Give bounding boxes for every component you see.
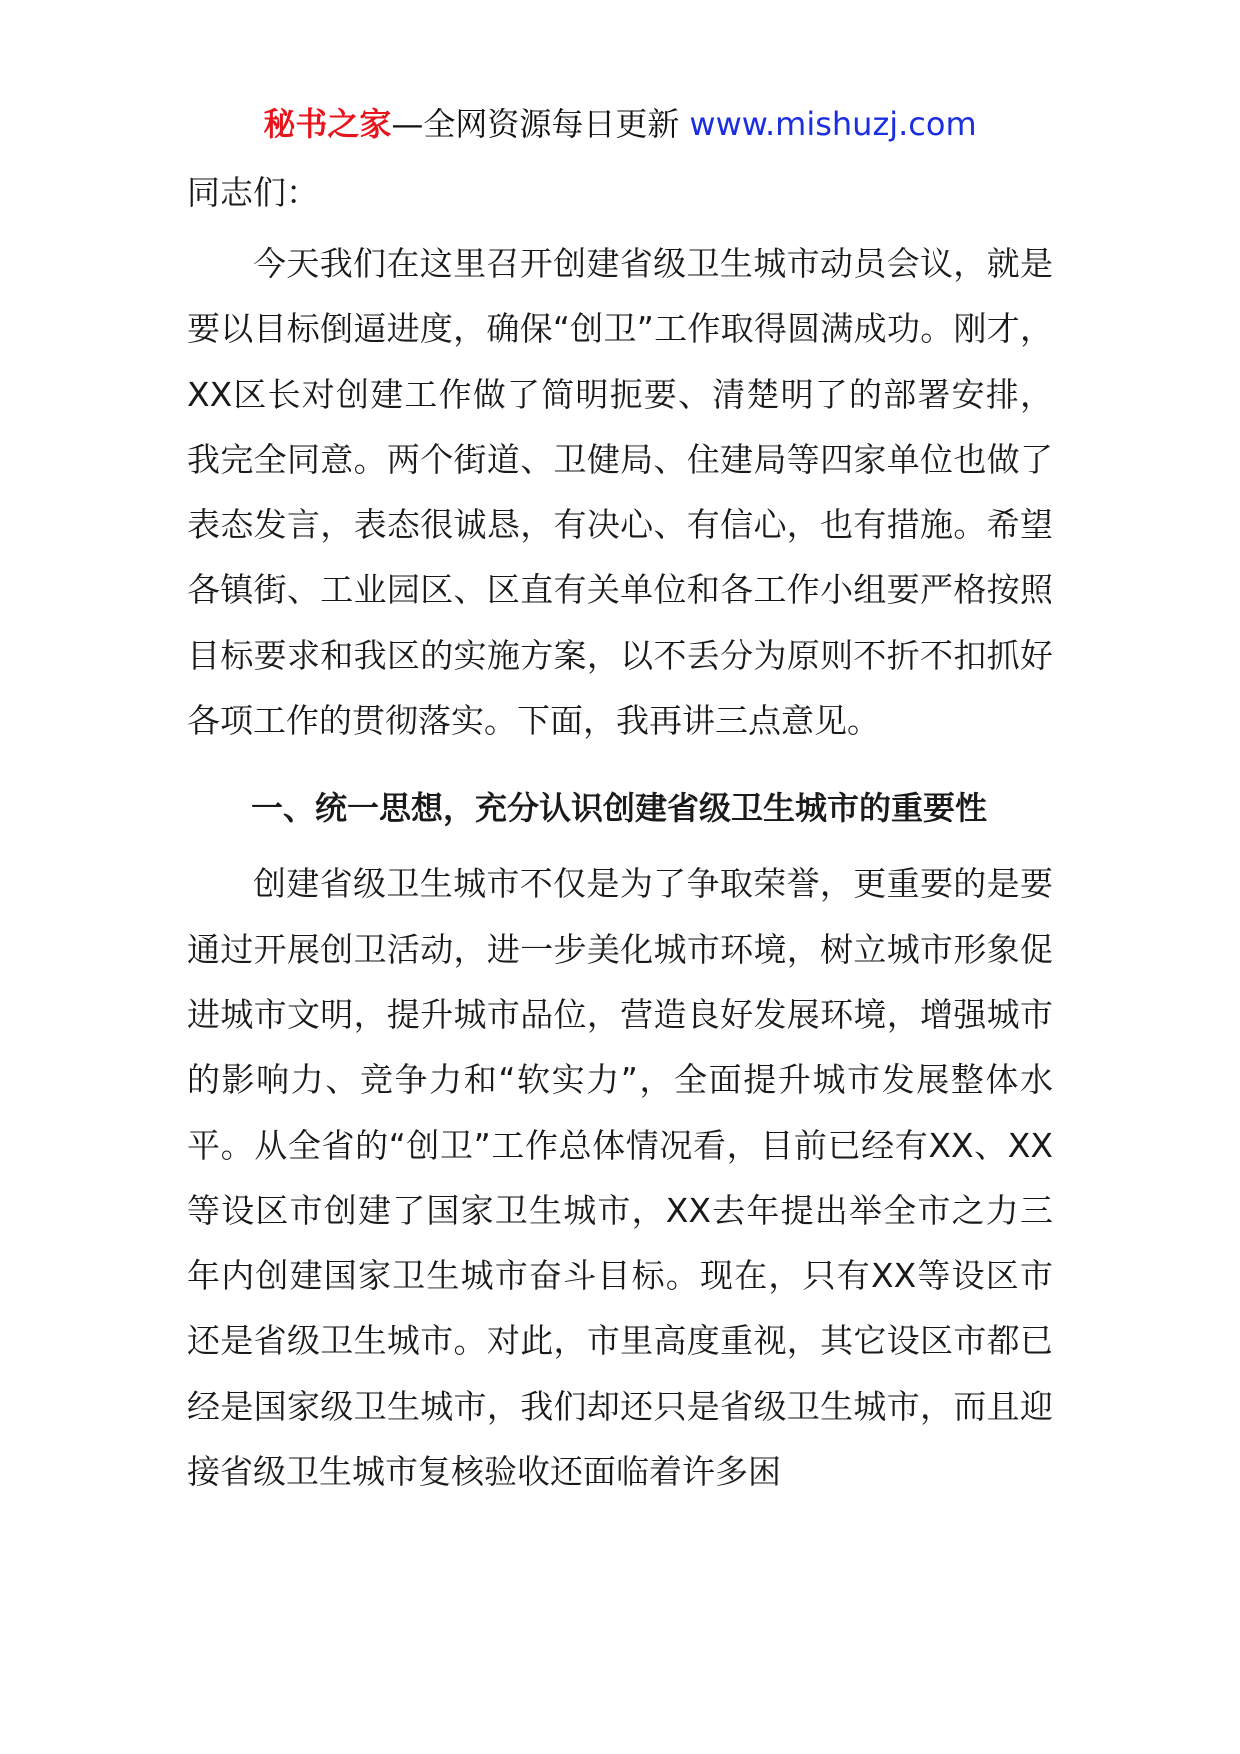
section-heading: 一、统一思想，充分认识创建省级卫生城市的重要性 — [251, 789, 988, 828]
site-url[interactable]: www.mishuzj.com — [689, 105, 977, 143]
intro-paragraph: 今天我们在这里召开创建省级卫生城市动员会议，就是要以目标倒逼进度，确保“创卫”工作取得圆满成功。刚才，XX区长对创建工作做了简明扼要、清楚明了的部署安排，我完全同意。两个街道、卫健局、住建局等四家单位也做了表态发言，表态很诚恳，有决心、有信心，也有措施。希望各镇街、工业园区、区直有关单位和各工作小组要严格按照目标要求和我区的实施方案，以不丢分为原则不折不扣抓好各项工作的贯彻落实。下面，我再讲三点意见。 — [187, 244, 1053, 741]
brand-name: 秘书之家 — [263, 105, 392, 143]
site-header — [0, 102, 1240, 146]
salutation: 同志们： — [187, 173, 319, 212]
header-tagline: —全网资源每日更新 — [391, 105, 680, 143]
section-paragraph: 创建省级卫生城市不仅是为了争取荣誉，更重要的是要通过开展创卫活动，进一步美化城市环境，树立城市形象促进城市文明，提升城市品位，营造良好发展环境，增强城市的影响力、竞争力和“软实力”，全面提升城市发展整体水平。从全省的“创卫”工作总体情况看，目前已经有XX、XX等设区市创建了国家卫生城市，XX去年提出举全市之力三年内创建国家卫生城市奋斗目标。现在，只有XX等设区市还是省级卫生城市。对此，市里高度重视，其它设区市都已经是国家级卫生城市，我们却还只是省级卫生城市，而且迎接省级卫生城市复核验收还面临着许多困 — [187, 864, 1053, 1492]
document-body — [187, 160, 1053, 1504]
